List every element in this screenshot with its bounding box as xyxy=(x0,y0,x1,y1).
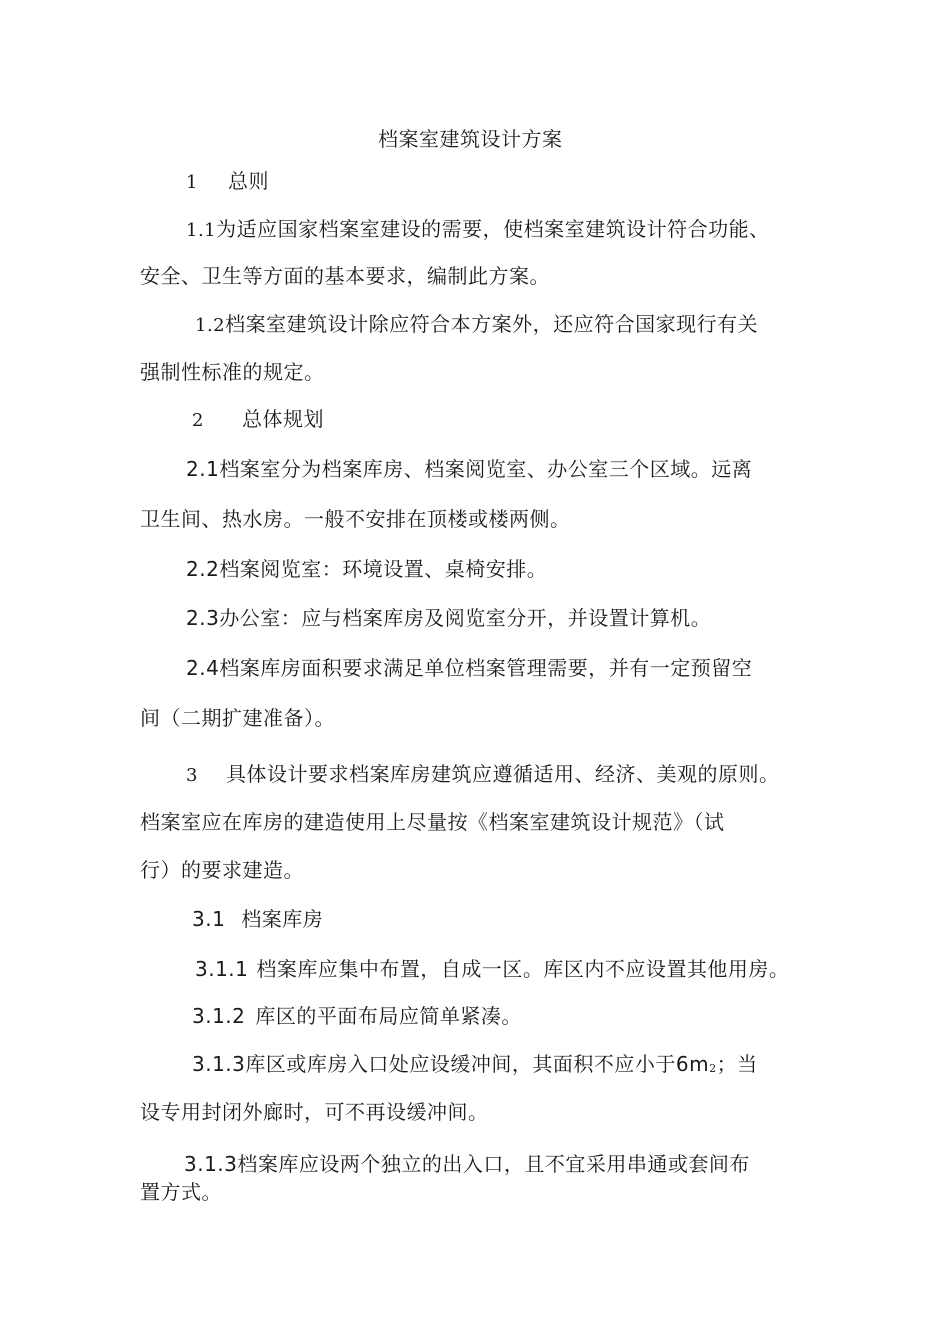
paragraph-number: 3.1.3 xyxy=(192,1052,246,1076)
paragraph-1-2-line-1 xyxy=(195,310,758,340)
paragraph-text-tail: ；当 xyxy=(716,1052,758,1076)
paragraph-text: 档案室建筑设计除应符合本方案外，还应符合国家现行有关 xyxy=(225,312,759,336)
paragraph-2-4-line-2: 间（二期扩建准备）。 xyxy=(140,706,335,730)
section-1-heading xyxy=(186,167,269,197)
section-title: 总则 xyxy=(227,169,269,193)
paragraph-text: 档案库房面积要求满足单位档案管理需要，并有一定预留空 xyxy=(219,656,753,680)
section-title: 总体规划 xyxy=(241,407,324,431)
paragraph-number: 3.1.2 xyxy=(192,1004,246,1028)
paragraph-number: 1.1 xyxy=(186,220,217,241)
paragraph-3-1-2 xyxy=(192,1002,522,1030)
paragraph-text: 为适应国家档案室建设的需要，使档案室建筑设计符合功能、 xyxy=(216,217,770,241)
paragraph-1-1-line-1 xyxy=(186,215,770,245)
area-value: 6m xyxy=(675,1052,710,1076)
paragraph-number: 1.2 xyxy=(195,315,226,336)
paragraph-1-2-line-2: 强制性标准的规定。 xyxy=(140,360,325,384)
paragraph-text: 库区的平面布局应简单紧凑。 xyxy=(255,1004,522,1028)
paragraph-3-1-3a-line-2: 设专用封闭外廊时，可不再设缓冲间。 xyxy=(140,1100,489,1124)
section-number: 3.1 xyxy=(192,907,226,931)
section-3-line-2: 档案室应在库房的建造使用上尽量按《档案室建筑设计规范》（试 xyxy=(140,810,725,834)
area-exponent: 2 xyxy=(709,1062,717,1075)
paragraph-text: 档案室分为档案库房、档案阅览室、办公室三个区域。远离 xyxy=(219,457,753,481)
paragraph-2-4-line-1 xyxy=(186,654,752,682)
paragraph-text: 档案库应集中布置，自成一区。库区内不应设置其他用房。 xyxy=(256,957,790,981)
paragraph-number: 2.3 xyxy=(186,606,220,630)
paragraph-number: 3.1.3 xyxy=(184,1152,238,1176)
section-2-heading xyxy=(192,405,324,435)
paragraph-2-3 xyxy=(186,604,711,632)
paragraph-number: 2.2 xyxy=(186,557,220,581)
paragraph-text: 库区或库房入口处应设缓冲间，其面积不应小于 xyxy=(245,1052,676,1076)
section-text: 具体设计要求档案库房建筑应遵循适用、经济、美观的原则。 xyxy=(225,762,780,786)
section-number: 2 xyxy=(192,410,204,431)
paragraph-number: 2.4 xyxy=(186,656,220,680)
paragraph-2-1-line-1 xyxy=(186,455,752,483)
section-3-line-3: 行）的要求建造。 xyxy=(140,858,304,882)
paragraph-text: 档案阅览室：环境设置、桌椅安排。 xyxy=(219,557,548,581)
paragraph-3-1-3b-line-2: 置方式。 xyxy=(140,1180,222,1204)
paragraph-2-1-line-2: 卫生间、热水房。一般不安排在顶楼或楼两侧。 xyxy=(140,507,571,531)
section-3-1-heading xyxy=(192,905,323,933)
document-title: 档案室建筑设计方案 xyxy=(378,127,563,151)
section-number: 3 xyxy=(186,765,198,786)
paragraph-1-1-line-2: 安全、卫生等方面的基本要求，编制此方案。 xyxy=(140,264,550,288)
paragraph-3-1-1 xyxy=(195,955,789,983)
paragraph-2-2 xyxy=(186,555,547,583)
section-title: 档案库房 xyxy=(241,907,324,931)
section-3-line-1 xyxy=(186,760,779,790)
paragraph-number: 3.1.1 xyxy=(195,957,249,981)
paragraph-3-1-3b-line-1 xyxy=(184,1150,750,1178)
paragraph-3-1-3a-line-1 xyxy=(192,1050,758,1083)
paragraph-text: 档案库应设两个独立的出入口，且不宜采用串通或套间布 xyxy=(237,1152,750,1176)
paragraph-number: 2.1 xyxy=(186,457,220,481)
section-number: 1 xyxy=(186,172,198,193)
paragraph-text: 办公室：应与档案库房及阅览室分开，并设置计算机。 xyxy=(219,606,712,630)
